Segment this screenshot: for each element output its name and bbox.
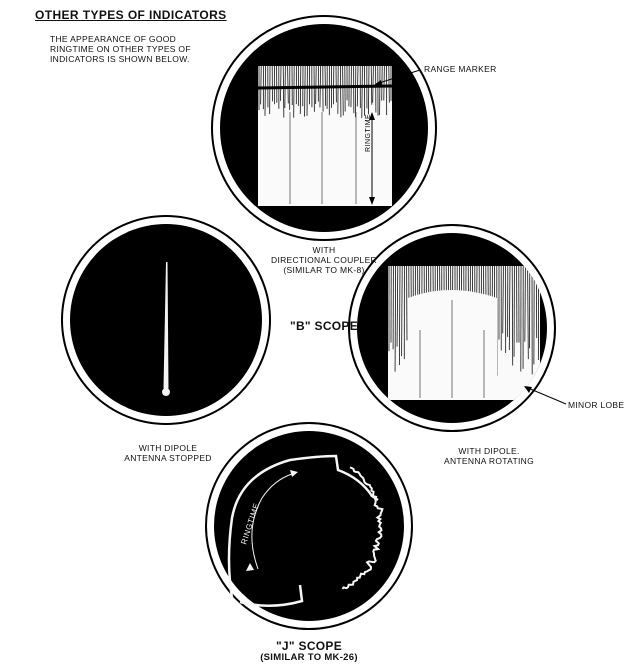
minor-lobe-label: MINOR LOBE [568, 400, 625, 410]
minor-lobe-leader [528, 388, 566, 404]
top-scope-range-marker-line [258, 86, 392, 88]
j-scope-screen [214, 431, 404, 621]
b-scope-rotating-caption-2: ANTENNA ROTATING [444, 456, 534, 466]
b-scope-stopped-caption-1: WITH DIPOLE [138, 443, 198, 453]
top-scope-caption-1: WITH [312, 245, 336, 255]
b-scope-stopped [62, 216, 270, 424]
j-scope-title: "J" SCOPE [275, 639, 343, 653]
j-scope-ringtime-label: RINGTIME [239, 501, 262, 546]
top-scope-caption-3: (SIMILAR TO MK-8) [283, 265, 365, 275]
intro-text: THE APPEARANCE OF GOOD RINGTIME ON OTHER TYPES OF INDICATORS IS SHOWN BELOW. [50, 34, 191, 64]
b-scope-rotating-caption-1: WITH DIPOLE. [458, 446, 520, 456]
b-scope-stopped-caption-2: ANTENNA STOPPED [124, 453, 212, 463]
figure-heading: OTHER TYPES OF INDICATORS [35, 8, 227, 22]
top-scope-caption-2: DIRECTIONAL COUPLER [271, 255, 377, 265]
left-minor-lobe [388, 373, 414, 398]
j-scope-subtitle: (SIMILAR TO MK-26) [260, 652, 358, 663]
top-scope-ringtime-label: RINGTIME [365, 113, 372, 152]
b-scope-stopped-trace-base [162, 388, 170, 396]
range-marker-label: RANGE MARKER [424, 64, 497, 74]
b-scope-title: "B" SCOPE [289, 319, 359, 333]
top-scope [212, 16, 436, 240]
